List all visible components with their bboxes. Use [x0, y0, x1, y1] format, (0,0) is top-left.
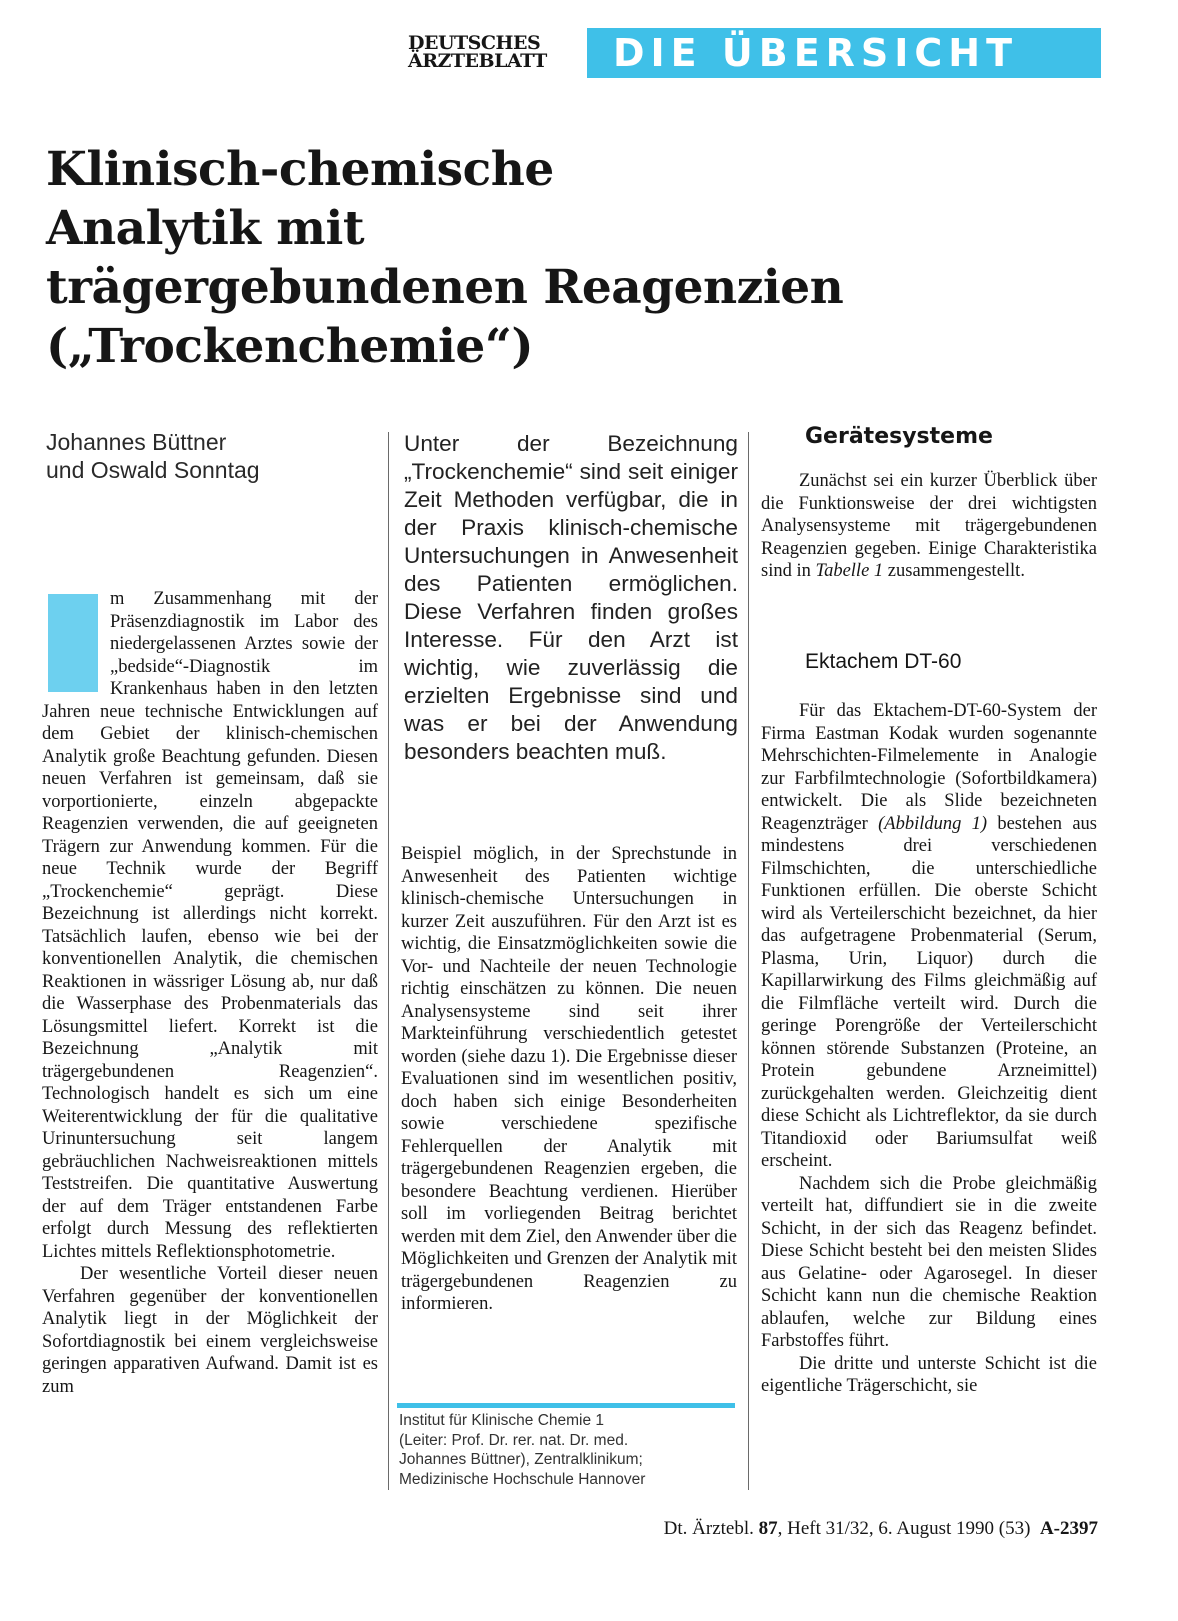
- section-heading: Gerätesysteme: [805, 424, 993, 449]
- footnote-rule: [397, 1403, 735, 1408]
- title-line: trägergebundenen Reagenzien: [46, 260, 844, 315]
- body-text: zusammengestellt.: [883, 561, 1025, 581]
- column-divider: [748, 432, 749, 1490]
- volume-number: 87: [758, 1518, 778, 1539]
- column-2: [401, 843, 737, 1316]
- footnote-line: Johannes Büttner), Zentralklinikum;: [399, 1451, 643, 1468]
- column-3: [761, 700, 1097, 1398]
- affiliation-footnote: [399, 1411, 739, 1489]
- body-paragraph: [761, 700, 1097, 1173]
- citation-text: , Heft 31/32, 6. August 1990 (53): [777, 1518, 1031, 1539]
- footnote-line: Institut für Klinische Chemie 1: [399, 1412, 605, 1429]
- page-footer: [664, 1518, 1098, 1540]
- body-paragraph: [761, 470, 1097, 583]
- column-divider: [388, 432, 389, 1490]
- section-banner: DIE ÜBERSICHT: [587, 28, 1101, 78]
- column-3-intro: [761, 470, 1097, 583]
- title-line: Klinisch-chemische: [46, 142, 554, 197]
- table-reference: Tabelle 1: [815, 561, 884, 581]
- brand-line-2: ÄRZTEBLATT: [408, 50, 547, 72]
- page-number: A-2397: [1039, 1518, 1098, 1539]
- subsection-heading: Ektachem DT-60: [805, 650, 962, 673]
- body-paragraph: Nachdem sich die Probe gleichmäßig verteilt hat, diffundiert sie in die zweite Schicht, in der sich das Reagenz befindet. Diese Schicht besteht bei den meisten Slides aus Gelatine- oder Agarosegel. In dieser Schicht kann nun die chemische Reaktion ablaufen, welche zur Bildung eines Farbstoffes führt.: [761, 1173, 1097, 1351]
- article-teaser: Unter der Bezeichnung „Trockenchemie“ sind seit einiger Zeit Methoden verfügbar, die in der Praxis klinisch-chemische Untersuchungen in Anwesenheit des Patienten ermöglichen. Diese Verfahren finden großes Interesse. Für den Arzt ist wichtig, wie zuverlässig die erzielten Ergebnisse sind und was er bei der Anwendung besonders beachten muß.: [404, 431, 738, 764]
- brand-line-1: DEUTSCHES: [408, 32, 541, 54]
- journal-logo: [408, 34, 568, 70]
- citation-text: Dt. Ärztebl.: [663, 1518, 759, 1539]
- body-paragraph: Die dritte und unterste Schicht ist die eigentliche Trägerschicht, sie: [761, 1353, 1097, 1396]
- body-paragraph: Der wesentliche Vorteil dieser neuen Verfahren gegenüber der konventionellen Analytik liegt in der Möglichkeit der Sofortdiagnostik bei einem vergleichsweise geringen apparativen Aufwand. Damit ist es zum: [42, 1264, 378, 1397]
- footnote-line: Medizinische Hochschule Hannover: [399, 1470, 646, 1488]
- authors: [46, 428, 376, 484]
- body-paragraph: Beispiel möglich, in der Sprechstunde in Anwesenheit des Patienten wichtige klinisch-chemische Untersuchungen in kurzer Zeit auszuführen. Für den Arzt ist es wichtig, die Einsatzmöglichkeiten sowie die Vor- und Nachteile der neuen Technologie richtig einschätzen zu können. Die neuen Analysensysteme sind seit ihrer Markteinführung verschiedentlich getestet worden (siehe dazu 1). Die Ergebnisse dieser Evaluationen sind im wesentlichen positiv, doch haben sich einige Besonderheiten sowie verschiedene spezifische Fehlerquellen der Analytik mit trägergebundenen Reagenzien ergeben, die besondere Beachtung verdienen. Hierüber soll im vorliegenden Beitrag berichtet werden mit dem Ziel, den Anwender über die Möglichkeiten und Grenzen der Analytik mit trägergebundenen Reagenzien zu informieren.: [401, 844, 737, 1314]
- drop-cap: [48, 594, 98, 692]
- body-text: bestehen aus mindestens drei verschiedenen Filmschichten, die unterschiedliche Funktionen erfüllen. Die oberste Schicht wird als Verteilerschicht bezeichnet, da hier das aufgetragene Probenmaterial (Serum, Plasma, Urin, Liquor) durch die Kapillarwirkung des Films gleichmäßig auf die Filmfläche verteilt wird. Durch die geringe Porengröße der Verteilerschicht können störende Substanzen (Proteine, an Protein gebundene Arzneimittel) zurückgehalten werden. Gleichzeitig dient diese Schicht als Lichtreflektor, da sie durch Titandioxid oder Bariumsulfat weiß erscheint.: [761, 813, 1097, 1171]
- author-line-2: und Oswald Sonntag: [46, 457, 260, 483]
- body-text: Zunächst sei ein kurzer Überblick über die Funktionsweise der drei wichtigsten Analysensysteme mit trägergebundenen Reagenzien gegeben. Einige Charakteristika sind in: [761, 471, 1097, 581]
- body-text: m Zusammenhang mit der Präsenzdiagnostik im Labor des niedergelassenen Arztes sowie der „bedside“-Diagnostik im Krankenhaus haben in den letzten Jahren neue technische Entwicklungen auf dem Gebiet der klinisch-chemischen Analytik große Beachtung gefunden. Diesen neuen Verfahren ist gemeinsam, daß sie vorportionierte, einzeln abgepackte Reagenzien verwenden, die auf geeigneten Trägern zur Anwendung kommen. Für die neue Technik wurde der Begriff „Trockenchemie“ geprägt. Diese Bezeichnung ist allerdings nicht korrekt. Tatsächlich laufen, ebenso wie bei der konventionellen Analytik, die chemischen Reaktionen in wässriger Lösung ab, nur daß die Wasserphase des Probenmaterials das Lösungsmittel liefert. Korrekt ist die Bezeichnung „Analytik mit trägergebundenen Reagenzien“. Technologisch handelt es sich um eine Weiterentwicklung der für die qualitative Urinuntersuchung seit langem gebräuchlichen Nachweisreaktionen mittels Teststreifen. Die quantitative Auswertung der auf dem Träger entstandenen Farbe erfolgt durch Messung des reflektierten Lichtes mittels Reflektionsphotometrie.: [42, 589, 378, 1262]
- author-line-1: Johannes Büttner: [46, 429, 227, 455]
- figure-reference: (Abbildung 1): [878, 813, 988, 834]
- article-title: [46, 140, 1006, 376]
- column-1: [42, 588, 378, 1398]
- footnote-line: (Leiter: Prof. Dr. rer. nat. Dr. med.: [399, 1431, 629, 1449]
- title-line: („Trockenchemie“): [46, 319, 534, 374]
- body-text: Für das Ektachem-DT-60-System der Firma Eastman Kodak wurden sogenannte Mehrschichten-Filmelemente in Analogie zur Farbfilmtechnologie (Sofortbildkamera) entwickelt. Die als Slide bezeichneten Reagenzträger: [761, 701, 1097, 834]
- title-line: Analytik mit: [46, 201, 365, 256]
- body-paragraph: [42, 588, 378, 1263]
